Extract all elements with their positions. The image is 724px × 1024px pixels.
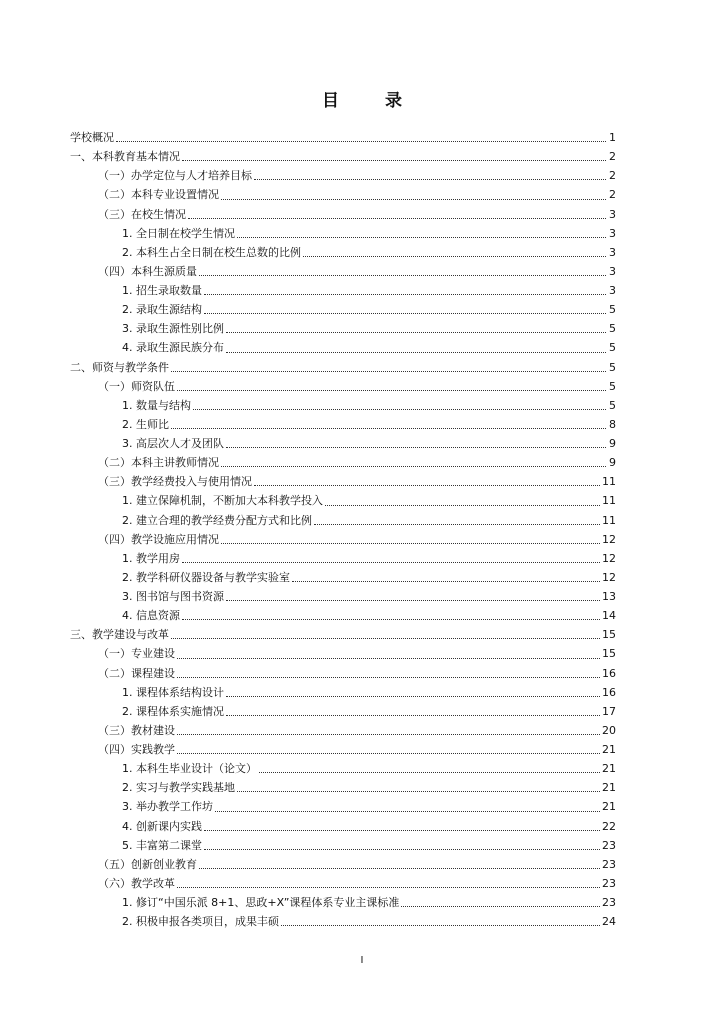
page-number: I: [360, 955, 364, 966]
dot-leader: [204, 848, 600, 850]
toc-entry-label: （四）本科生源质量: [98, 264, 197, 278]
dot-leader: [171, 637, 600, 639]
toc-entry-page: 9: [609, 456, 616, 470]
toc-entry[interactable]: [70, 836, 616, 855]
toc-entry[interactable]: [70, 243, 616, 262]
toc-entry-label: 2. 建立合理的教学经费分配方式和比例: [122, 513, 312, 527]
dot-leader: [226, 446, 606, 448]
toc-entry-page: 24: [602, 915, 616, 929]
toc-entry-page: 20: [602, 723, 616, 737]
toc-entry[interactable]: [70, 319, 616, 338]
toc-entry[interactable]: [70, 128, 616, 147]
toc-entry-label: （一）专业建设: [98, 647, 175, 661]
toc-entry-page: 8: [609, 417, 616, 431]
table-of-contents: [70, 128, 616, 931]
toc-entry-label: 5. 丰富第二课堂: [122, 838, 202, 852]
toc-entry[interactable]: [70, 147, 616, 166]
dot-leader: [401, 905, 600, 907]
toc-entry[interactable]: [70, 549, 616, 568]
toc-entry-label: 3. 举办教学工作坊: [122, 800, 213, 814]
toc-entry-page: 3: [609, 226, 616, 240]
dot-leader: [204, 312, 606, 314]
toc-entry[interactable]: [70, 530, 616, 549]
dot-leader: [199, 274, 606, 276]
toc-entry[interactable]: [70, 912, 616, 931]
toc-entry[interactable]: [70, 166, 616, 185]
toc-entry[interactable]: [70, 224, 616, 243]
toc-entry-label: 学校概况: [70, 131, 114, 144]
toc-entry-label: 3. 图书馆与图书资源: [122, 590, 224, 603]
toc-entry-label: 1. 课程体系结构设计: [122, 685, 224, 699]
toc-entry[interactable]: [70, 491, 616, 510]
toc-entry-page: 23: [602, 896, 616, 909]
toc-entry-page: 11: [602, 475, 616, 489]
toc-entry-label: 2. 录取生源结构: [122, 303, 202, 317]
toc-entry[interactable]: [70, 185, 616, 204]
toc-entry-page: 5: [609, 360, 616, 374]
dot-leader: [177, 657, 600, 659]
toc-entry-label: 3. 录取生源性别比例: [122, 322, 224, 336]
toc-entry-page: 5: [609, 398, 616, 412]
toc-entry[interactable]: [70, 358, 616, 377]
toc-entry-label: 1. 建立保障机制，不断加大本科教学投入: [122, 494, 323, 508]
toc-entry[interactable]: [70, 568, 616, 587]
toc-entry[interactable]: [70, 300, 616, 319]
toc-entry[interactable]: [70, 702, 616, 721]
toc-entry-page: 3: [609, 245, 616, 259]
toc-entry-page: 5: [609, 379, 616, 393]
dot-leader: [221, 542, 600, 544]
dot-leader: [226, 331, 606, 333]
toc-entry-label: 三、教学建设与改革: [70, 628, 169, 642]
toc-entry[interactable]: [70, 797, 616, 816]
toc-entry-label: （二）本科主讲教师情况: [98, 456, 219, 470]
toc-entry-page: 2: [609, 188, 616, 202]
toc-entry-page: 21: [602, 781, 616, 795]
toc-entry[interactable]: [70, 415, 616, 434]
toc-entry-page: 21: [602, 800, 616, 814]
toc-entry[interactable]: [70, 205, 616, 224]
toc-entry-label: 2. 实习与教学实践基地: [122, 781, 235, 795]
toc-entry-page: 23: [602, 838, 616, 852]
toc-entry-label: （六）教学改革: [98, 876, 175, 890]
toc-entry-label: 1. 教学用房: [122, 551, 180, 565]
dot-leader: [226, 695, 600, 697]
toc-entry[interactable]: [70, 606, 616, 625]
dot-leader: [204, 293, 606, 295]
toc-entry-page: 13: [602, 590, 616, 603]
toc-entry-page: 21: [602, 743, 616, 756]
dot-leader: [254, 178, 606, 180]
toc-entry-label: （四）实践教学: [98, 743, 175, 756]
dot-leader: [314, 523, 600, 525]
toc-entry[interactable]: [70, 625, 616, 644]
toc-entry[interactable]: [70, 453, 616, 472]
toc-entry-label: 一、本科教育基本情况: [70, 150, 180, 164]
dot-leader: [237, 790, 600, 792]
dot-leader: [182, 618, 600, 620]
dot-leader: [177, 733, 600, 735]
toc-entry[interactable]: [70, 281, 616, 300]
toc-entry[interactable]: [70, 338, 616, 357]
toc-entry-label: 1. 全日制在校学生情况: [122, 226, 235, 240]
toc-entry[interactable]: [70, 740, 616, 759]
toc-entry-label: 1. 本科生毕业设计（论文）: [122, 762, 257, 776]
dot-leader: [188, 217, 606, 219]
toc-entry-label: 2. 积极申报各类项目，成果丰硕: [122, 915, 279, 929]
toc-entry[interactable]: [70, 683, 616, 702]
toc-entry[interactable]: [70, 472, 616, 491]
toc-entry-page: 15: [602, 647, 616, 661]
dot-leader: [215, 810, 600, 812]
dot-leader: [204, 829, 600, 831]
toc-entry[interactable]: [70, 377, 616, 396]
toc-entry[interactable]: [70, 644, 616, 663]
toc-entry-page: 16: [602, 685, 616, 699]
toc-entry-label: 4. 信息资源: [122, 609, 180, 623]
toc-entry-page: 15: [602, 628, 616, 642]
toc-entry[interactable]: [70, 587, 616, 606]
toc-entry-label: 二、师资与教学条件: [70, 360, 169, 374]
toc-entry-label: 2. 课程体系实施情况: [122, 704, 224, 718]
toc-entry-page: 12: [602, 551, 616, 565]
dot-leader: [182, 561, 600, 563]
toc-entry-label: （三）在校生情况: [98, 207, 186, 221]
toc-entry-label: （三）教学经费投入与使用情况: [98, 475, 252, 489]
toc-entry-page: 3: [609, 207, 616, 221]
toc-entry-label: 1. 修订“中国乐派 8+1、思政+X”课程体系专业主课标准: [122, 896, 400, 909]
toc-entry-label: 2. 本科生占全日制在校生总数的比例: [122, 245, 301, 259]
dot-leader: [171, 370, 606, 372]
toc-entry-label: （二）本科专业设置情况: [98, 188, 219, 202]
toc-entry-label: （四）教学设施应用情况: [98, 532, 219, 546]
toc-entry[interactable]: [70, 721, 616, 740]
toc-entry-page: 12: [602, 532, 616, 546]
toc-entry-label: （三）教材建设: [98, 723, 175, 737]
toc-entry-label: 1. 招生录取数量: [122, 284, 202, 297]
dot-leader: [177, 389, 606, 391]
toc-entry-page: 23: [602, 876, 616, 890]
dot-leader: [292, 580, 600, 582]
toc-entry-label: 2. 教学科研仪器设备与教学实验室: [122, 570, 290, 584]
dot-leader: [171, 427, 606, 429]
dot-leader: [325, 504, 600, 506]
dot-leader: [254, 484, 600, 486]
dot-leader: [221, 198, 606, 200]
dot-leader: [303, 255, 606, 257]
toc-entry-label: （一）师资队伍: [98, 379, 175, 393]
toc-entry-page: 9: [609, 437, 616, 450]
toc-entry[interactable]: [70, 893, 616, 912]
toc-entry-page: 3: [609, 284, 616, 297]
toc-entry-page: 21: [602, 762, 616, 776]
toc-entry-page: 2: [609, 150, 616, 164]
dot-leader: [221, 465, 606, 467]
dot-leader: [259, 771, 600, 773]
toc-entry-label: （五）创新创业教育: [98, 857, 197, 871]
page-title: 目 录: [322, 91, 422, 111]
toc-entry-page: 2: [609, 169, 616, 183]
dot-leader: [281, 924, 600, 926]
toc-entry-label: 3. 高层次人才及团队: [122, 437, 224, 450]
toc-entry[interactable]: [70, 817, 616, 836]
toc-entry-page: 23: [602, 857, 616, 871]
toc-entry-page: 14: [602, 609, 616, 623]
toc-entry-label: （二）课程建设: [98, 666, 175, 680]
toc-entry-page: 5: [609, 303, 616, 317]
dot-leader: [199, 867, 600, 869]
toc-entry-label: 4. 录取生源民族分布: [122, 341, 224, 355]
toc-entry-page: 11: [602, 513, 616, 527]
toc-entry-label: 1. 数量与结构: [122, 398, 191, 412]
toc-entry-label: 4. 创新课内实践: [122, 819, 202, 833]
toc-entry-page: 5: [609, 341, 616, 355]
toc-entry[interactable]: [70, 759, 616, 778]
dot-leader: [226, 599, 600, 601]
toc-entry[interactable]: [70, 664, 616, 683]
toc-entry[interactable]: [70, 434, 616, 453]
dot-leader: [182, 159, 606, 161]
toc-entry-page: 5: [609, 322, 616, 336]
toc-entry[interactable]: [70, 262, 616, 281]
toc-entry-label: 2. 生师比: [122, 417, 169, 431]
toc-entry-page: 17: [602, 704, 616, 718]
dot-leader: [226, 714, 600, 716]
dot-leader: [177, 752, 600, 754]
dot-leader: [116, 140, 606, 142]
dot-leader: [177, 676, 600, 678]
toc-entry-page: 12: [602, 570, 616, 584]
toc-entry-page: 1: [609, 131, 616, 144]
toc-entry-page: 16: [602, 666, 616, 680]
toc-entry[interactable]: [70, 396, 616, 415]
toc-entry-page: 22: [602, 819, 616, 833]
dot-leader: [193, 408, 606, 410]
dot-leader: [177, 886, 600, 888]
dot-leader: [226, 351, 606, 353]
toc-entry-label: （一）办学定位与人才培养目标: [98, 169, 252, 183]
toc-entry[interactable]: [70, 511, 616, 530]
toc-entry-page: 3: [609, 264, 616, 278]
dot-leader: [237, 236, 606, 238]
toc-entry[interactable]: [70, 855, 616, 874]
toc-entry-page: 11: [602, 494, 616, 508]
toc-entry[interactable]: [70, 778, 616, 797]
toc-entry[interactable]: [70, 874, 616, 893]
